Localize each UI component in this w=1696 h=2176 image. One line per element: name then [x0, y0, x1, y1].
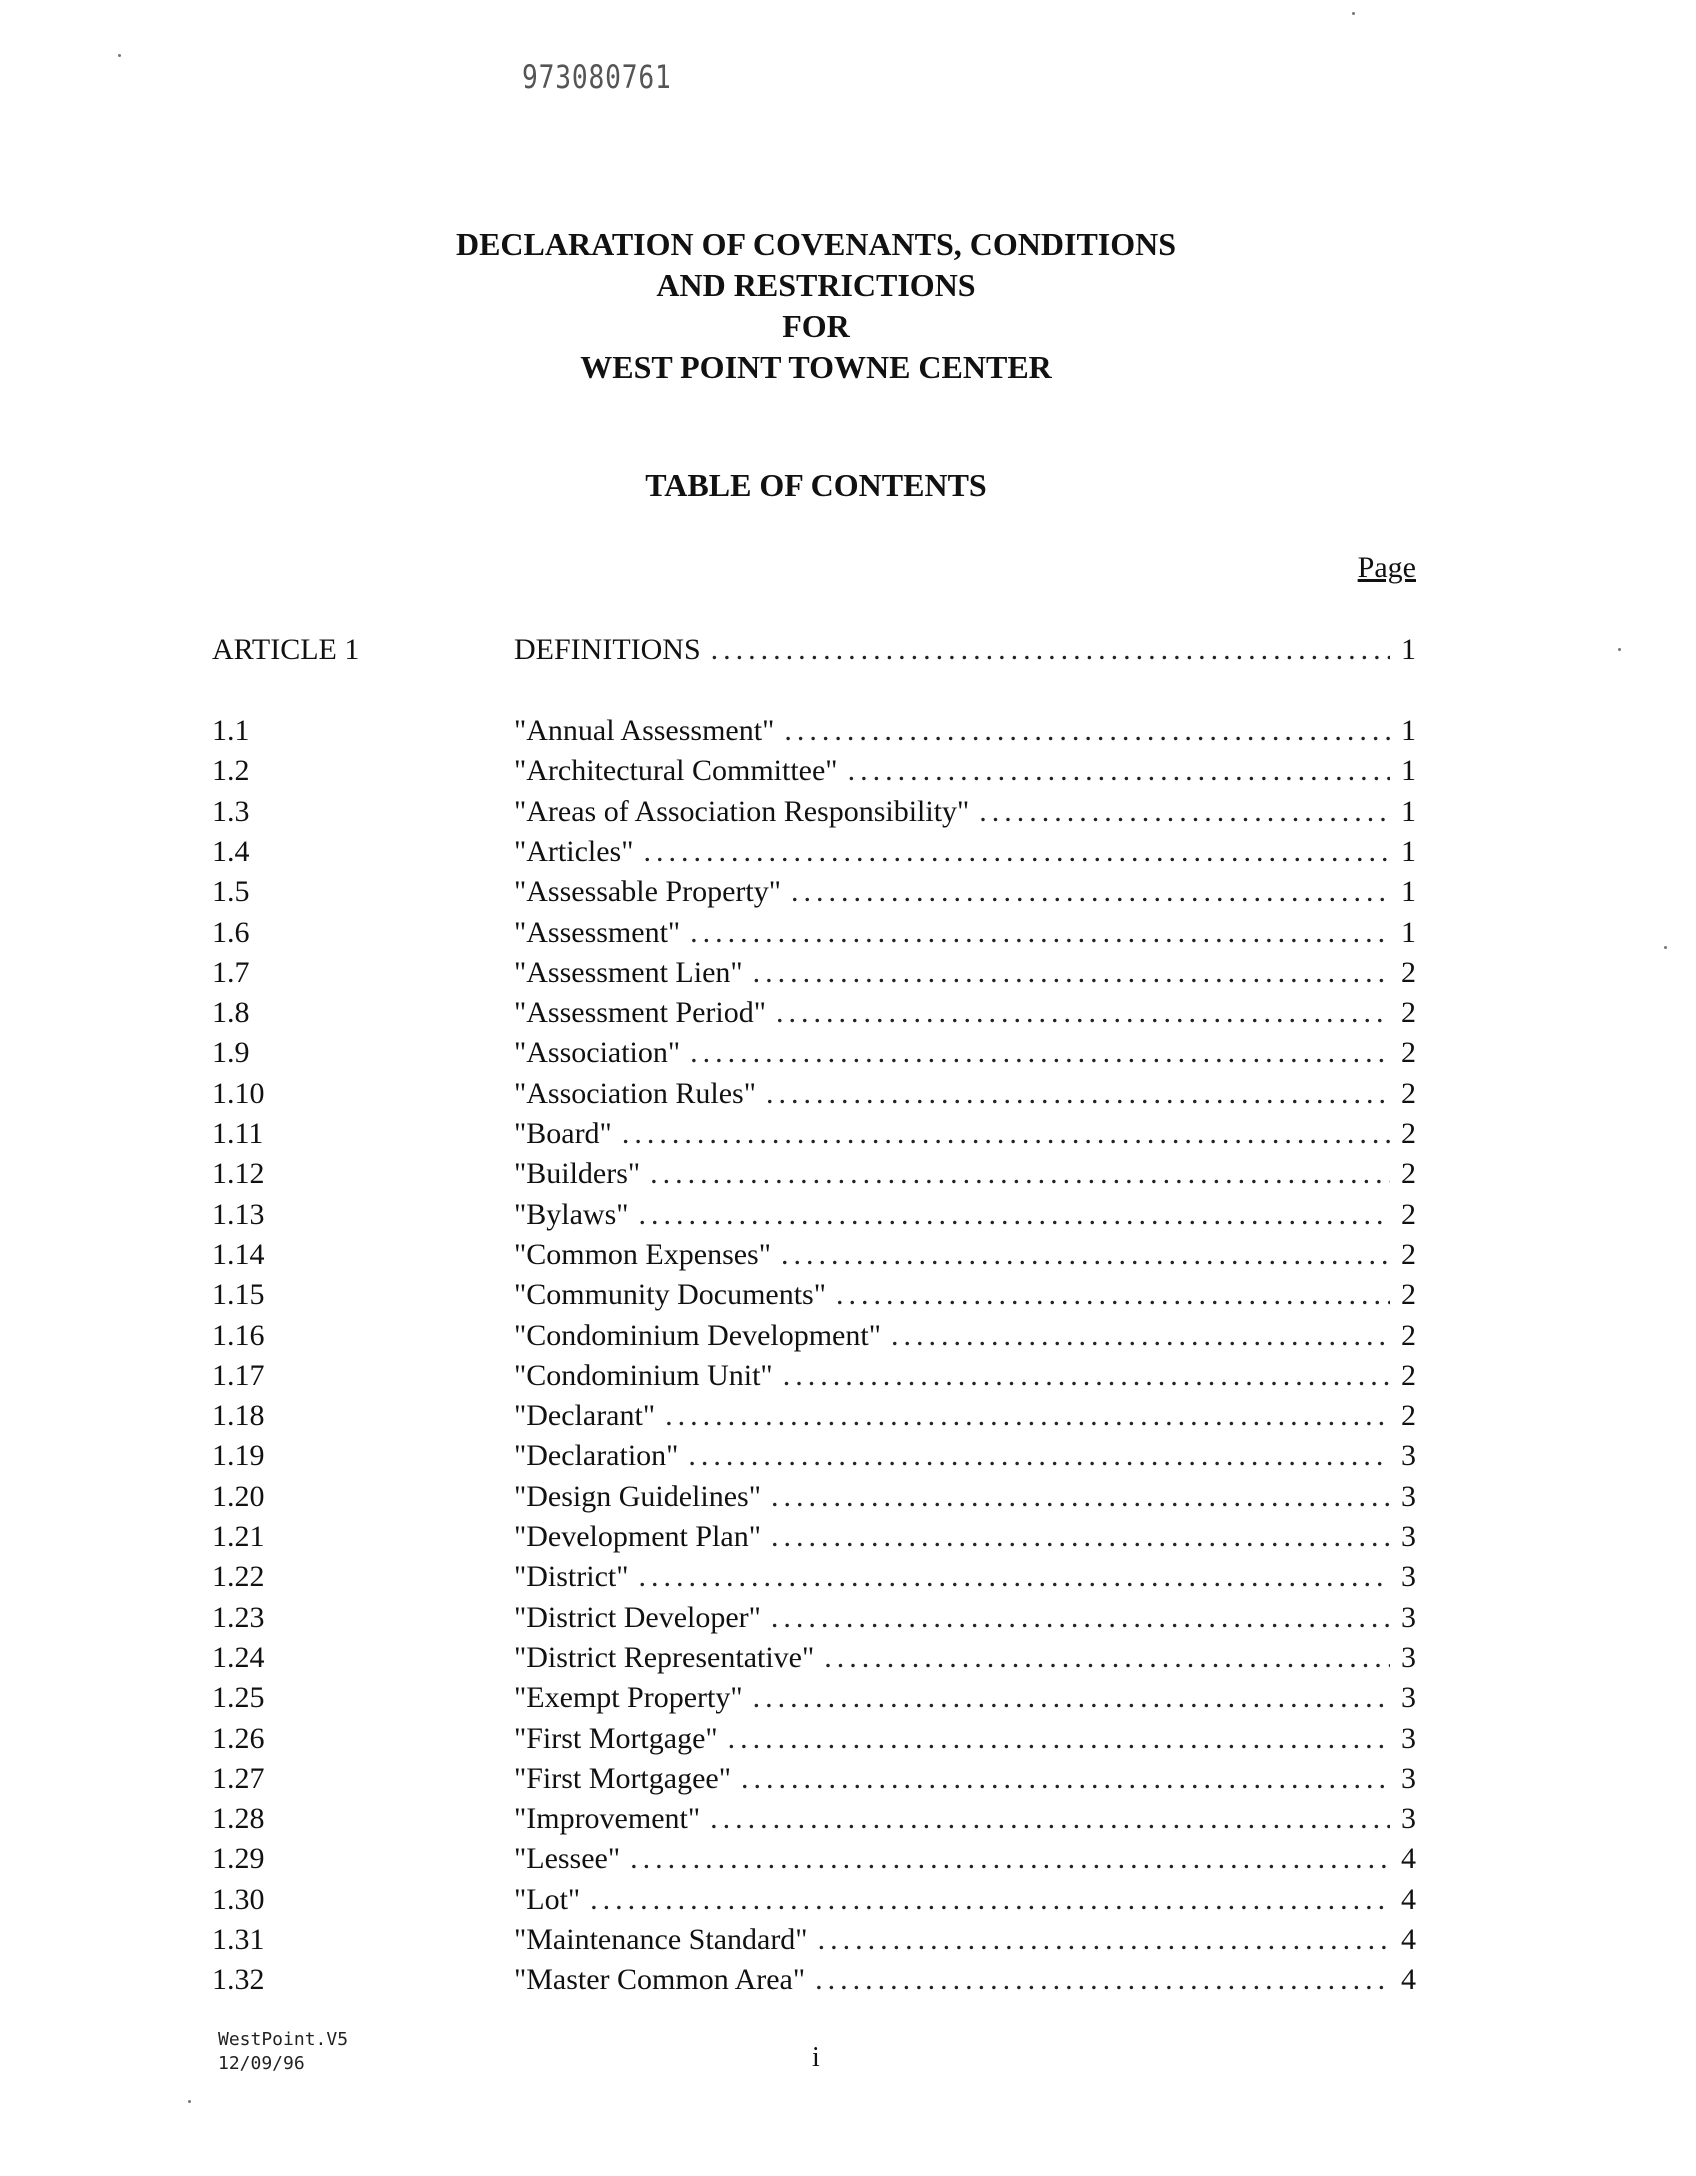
dot-leader — [690, 913, 1390, 953]
toc-row — [0, 1920, 1696, 1960]
section-title: "Maintenance Standard" — [514, 1923, 808, 1956]
toc-row — [0, 751, 1696, 791]
section-number: 1.18 — [212, 1399, 265, 1433]
section-page: 2 — [1401, 996, 1416, 1030]
scan-speck — [1664, 946, 1667, 949]
toc-row — [0, 872, 1696, 912]
toc-row — [0, 1719, 1696, 1759]
scan-speck — [188, 2100, 191, 2103]
section-title: "Declaration" — [514, 1439, 679, 1473]
section-number: 1.30 — [212, 1882, 265, 1916]
section-title: "Assessment Lien" — [514, 955, 743, 989]
toc-row — [0, 1074, 1696, 1114]
section-title: "District" — [514, 1560, 629, 1594]
toc-row — [0, 953, 1696, 993]
toc-entry — [514, 953, 1416, 993]
dot-leader — [688, 1436, 1390, 1476]
toc-row — [0, 1235, 1696, 1275]
section-title: "Condominium Development" — [514, 1318, 881, 1352]
toc-entry — [514, 1033, 1416, 1073]
dot-leader — [753, 1678, 1390, 1718]
toc-entry — [514, 1316, 1416, 1356]
section-title: "Master Common Area" — [514, 1963, 806, 1997]
section-page: 4 — [1401, 1923, 1416, 1956]
toc-entry — [514, 1114, 1416, 1154]
section-number: 1.28 — [212, 1802, 265, 1836]
dot-leader — [784, 711, 1390, 751]
toc-row — [0, 832, 1696, 872]
title-line-1: DECLARATION OF COVENANTS, CONDITIONS — [455, 226, 1177, 262]
section-number: 1.10 — [212, 1076, 265, 1110]
dot-leader — [711, 630, 1390, 670]
section-page: 2 — [1401, 1237, 1416, 1271]
section-title: "Builders" — [514, 1157, 641, 1191]
toc-entry — [514, 1477, 1416, 1517]
dot-leader — [848, 751, 1390, 791]
dot-leader — [771, 1517, 1390, 1557]
section-number: 1.27 — [212, 1761, 265, 1795]
dot-leader — [690, 1033, 1390, 1073]
section-page: 1 — [1401, 834, 1416, 868]
toc-entry — [514, 751, 1416, 791]
article-title: DEFINITIONS — [514, 633, 701, 666]
dot-leader — [781, 1235, 1390, 1275]
toc-row — [0, 1436, 1696, 1476]
section-page: 2 — [1401, 955, 1416, 989]
section-page: 1 — [1401, 714, 1416, 747]
section-number: 1.20 — [212, 1479, 265, 1513]
document-control-number: 973080761 — [522, 58, 672, 96]
dot-leader — [639, 1195, 1391, 1235]
dot-leader — [728, 1719, 1390, 1759]
toc-row — [0, 1799, 1696, 1839]
toc-heading: TABLE OF CONTENTS — [645, 467, 987, 503]
section-page: 2 — [1401, 1117, 1416, 1150]
page-column-label: Page — [1357, 551, 1416, 584]
section-title: "Association" — [514, 1036, 681, 1070]
dot-leader — [590, 1880, 1390, 1920]
section-number: 1.2 — [212, 754, 250, 788]
toc-entry — [514, 1920, 1416, 1960]
toc-entry — [514, 1396, 1416, 1436]
dot-leader — [815, 1960, 1390, 2000]
section-page: 2 — [1401, 1278, 1416, 1312]
section-number: 1.21 — [212, 1520, 265, 1553]
toc-entry — [514, 1356, 1416, 1396]
dot-leader — [783, 1356, 1390, 1396]
section-title: "Lessee" — [514, 1842, 621, 1876]
section-number: 1.11 — [212, 1117, 264, 1150]
section-title: "Board" — [514, 1117, 612, 1150]
dot-leader — [771, 1598, 1390, 1638]
section-title: "District Representative" — [514, 1640, 815, 1674]
article-entry — [514, 630, 1416, 670]
section-page: 2 — [1401, 1358, 1416, 1392]
toc-row — [0, 1275, 1696, 1315]
dot-leader — [650, 1154, 1390, 1194]
section-number: 1.23 — [212, 1600, 265, 1634]
scan-speck — [1352, 12, 1355, 15]
section-page: 1 — [1401, 754, 1416, 788]
article-number: ARTICLE 1 — [212, 633, 360, 666]
toc-row — [0, 1960, 1696, 2000]
dot-leader — [979, 792, 1390, 832]
toc-row — [0, 1195, 1696, 1235]
dot-leader — [665, 1396, 1390, 1436]
section-page: 3 — [1401, 1439, 1416, 1473]
toc-row — [0, 1154, 1696, 1194]
section-page: 3 — [1401, 1721, 1416, 1755]
section-number: 1.13 — [212, 1197, 265, 1231]
toc-entry — [514, 1880, 1416, 1920]
section-title: "Declarant" — [514, 1399, 656, 1433]
toc-row — [0, 1880, 1696, 1920]
toc-row — [0, 711, 1696, 751]
section-number: 1.7 — [212, 955, 250, 989]
section-title: "Assessable Property" — [514, 875, 781, 909]
dot-leader — [638, 1557, 1390, 1597]
toc-row — [0, 1557, 1696, 1597]
toc-row — [0, 1114, 1696, 1154]
footer-file-name: WestPoint.V5 — [218, 2029, 349, 2050]
section-page: 3 — [1401, 1520, 1416, 1553]
dot-leader — [836, 1275, 1390, 1315]
toc-row — [0, 1356, 1696, 1396]
dot-leader — [818, 1920, 1390, 1960]
toc-row — [0, 1396, 1696, 1436]
toc-entry — [514, 832, 1416, 872]
toc-entry — [514, 1074, 1416, 1114]
toc-entry — [514, 993, 1416, 1033]
toc-article-row — [0, 630, 1696, 670]
section-page: 4 — [1401, 1882, 1416, 1916]
toc-entry — [514, 1799, 1416, 1839]
section-title: "Articles" — [514, 834, 634, 868]
section-title: "Areas of Association Responsibility" — [514, 794, 970, 828]
section-number: 1.8 — [212, 996, 250, 1030]
toc-entry — [514, 1719, 1416, 1759]
toc-entry — [514, 1759, 1416, 1799]
toc-entry — [514, 1195, 1416, 1235]
section-page: 4 — [1401, 1963, 1416, 1997]
dot-leader — [891, 1316, 1390, 1356]
toc-row — [0, 1517, 1696, 1557]
section-number: 1.19 — [212, 1439, 265, 1473]
toc-entry — [514, 1436, 1416, 1476]
section-page: 2 — [1401, 1036, 1416, 1070]
section-title: "Association Rules" — [514, 1076, 756, 1110]
toc-row — [0, 1678, 1696, 1718]
section-page: 2 — [1401, 1399, 1416, 1433]
toc-row — [0, 993, 1696, 1033]
section-title: "First Mortgage" — [514, 1721, 718, 1755]
dot-leader — [622, 1114, 1390, 1154]
toc-entry — [514, 1839, 1416, 1879]
section-title: "Lot" — [514, 1882, 581, 1916]
section-number: 1.25 — [212, 1681, 265, 1715]
footer-file-info — [218, 2028, 348, 2076]
dot-leader — [741, 1759, 1390, 1799]
section-title: "Improvement" — [514, 1802, 701, 1836]
title-line-2: AND RESTRICTIONS — [656, 267, 976, 303]
section-number: 1.3 — [212, 794, 250, 828]
toc-row — [0, 1033, 1696, 1073]
dot-leader — [753, 953, 1390, 993]
section-page: 2 — [1401, 1157, 1416, 1191]
title-line-4: WEST POINT TOWNE CENTER — [580, 349, 1052, 385]
section-title: "Condominium Unit" — [514, 1358, 773, 1392]
section-number: 1.1 — [212, 714, 250, 747]
section-page: 3 — [1401, 1600, 1416, 1634]
dot-leader — [824, 1638, 1390, 1678]
section-title: "Design Guidelines" — [514, 1479, 761, 1513]
toc-row — [0, 1759, 1696, 1799]
scan-speck — [1618, 648, 1621, 651]
section-title: "Assessment Period" — [514, 996, 766, 1030]
toc-entry — [514, 1235, 1416, 1275]
section-number: 1.17 — [212, 1358, 265, 1392]
section-page: 2 — [1401, 1318, 1416, 1352]
dot-leader — [643, 832, 1390, 872]
section-page: 2 — [1401, 1197, 1416, 1231]
toc-row — [0, 1477, 1696, 1517]
dot-leader — [791, 872, 1390, 912]
toc-entry — [514, 792, 1416, 832]
toc-entry — [514, 1638, 1416, 1678]
section-number: 1.9 — [212, 1036, 250, 1070]
toc-entry — [514, 1275, 1416, 1315]
section-page: 4 — [1401, 1842, 1416, 1876]
dot-leader — [710, 1799, 1390, 1839]
scan-speck — [118, 54, 121, 57]
section-number: 1.22 — [212, 1560, 265, 1594]
section-number: 1.29 — [212, 1842, 265, 1876]
document-title — [0, 224, 1632, 388]
section-number: 1.5 — [212, 875, 250, 909]
toc-entry — [514, 913, 1416, 953]
toc-entry — [514, 1517, 1416, 1557]
section-number: 1.15 — [212, 1278, 265, 1312]
section-number: 1.6 — [212, 915, 250, 949]
toc-entry — [514, 1678, 1416, 1718]
section-number: 1.4 — [212, 834, 250, 868]
section-page: 3 — [1401, 1681, 1416, 1715]
section-title: "Annual Assessment" — [514, 714, 775, 747]
section-title: "Common Expenses" — [514, 1237, 771, 1271]
section-title: "First Mortgagee" — [514, 1761, 731, 1795]
section-title: "District Developer" — [514, 1600, 761, 1634]
section-page: 3 — [1401, 1560, 1416, 1594]
section-title: "Exempt Property" — [514, 1681, 743, 1715]
section-number: 1.31 — [212, 1923, 265, 1956]
toc-entry — [514, 1557, 1416, 1597]
section-number: 1.14 — [212, 1237, 265, 1271]
toc-entry — [514, 711, 1416, 751]
dot-leader — [766, 1074, 1390, 1114]
toc-row — [0, 913, 1696, 953]
section-title: "Development Plan" — [514, 1520, 761, 1553]
toc-row — [0, 1316, 1696, 1356]
dot-leader — [776, 993, 1390, 1033]
section-page: 3 — [1401, 1479, 1416, 1513]
footer-page-number: i — [812, 2042, 820, 2073]
toc-row — [0, 1638, 1696, 1678]
toc-entry — [514, 1598, 1416, 1638]
dot-leader — [771, 1477, 1390, 1517]
section-page: 3 — [1401, 1761, 1416, 1795]
section-number: 1.12 — [212, 1157, 265, 1191]
section-number: 1.32 — [212, 1963, 265, 1997]
section-page: 2 — [1401, 1076, 1416, 1110]
article-page: 1 — [1401, 633, 1416, 666]
section-page: 3 — [1401, 1802, 1416, 1836]
section-page: 1 — [1401, 915, 1416, 949]
toc-row — [0, 792, 1696, 832]
section-number: 1.26 — [212, 1721, 265, 1755]
toc-entry — [514, 872, 1416, 912]
toc-row — [0, 1598, 1696, 1638]
section-page: 3 — [1401, 1640, 1416, 1674]
section-page: 1 — [1401, 875, 1416, 909]
section-title: "Architectural Committee" — [514, 754, 838, 788]
section-title: "Bylaws" — [514, 1197, 629, 1231]
section-number: 1.16 — [212, 1318, 265, 1352]
section-title: "Community Documents" — [514, 1278, 826, 1312]
section-number: 1.24 — [212, 1640, 265, 1674]
toc-row — [0, 1839, 1696, 1879]
title-line-3: FOR — [782, 308, 850, 344]
section-title: "Assessment" — [514, 915, 681, 949]
dot-leader — [630, 1839, 1390, 1879]
toc-entry — [514, 1154, 1416, 1194]
toc-entry — [514, 1960, 1416, 2000]
section-page: 1 — [1401, 794, 1416, 828]
footer-date: 12/09/96 — [218, 2053, 305, 2074]
